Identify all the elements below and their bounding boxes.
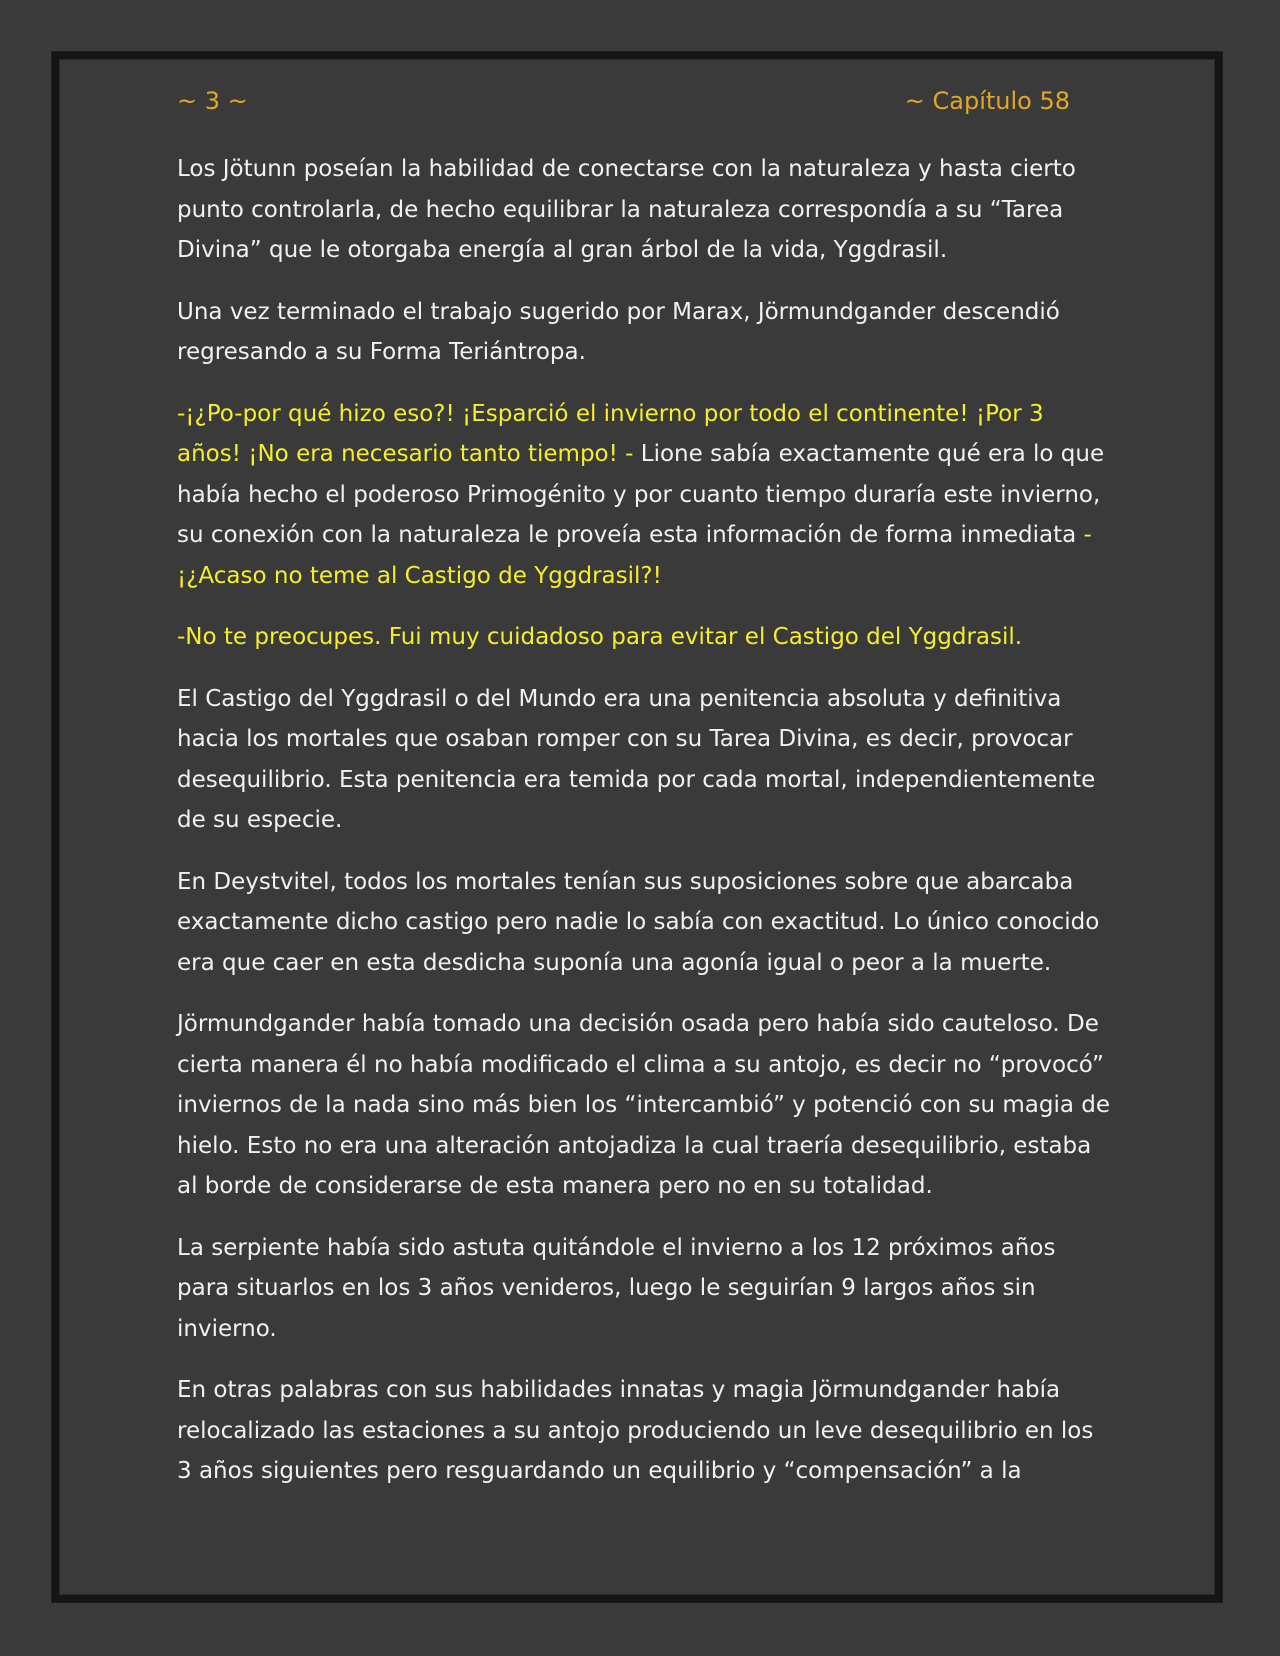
paragraph-8: La serpiente había sido astuta quitándole el invierno a los 12 próximos años para situarlos en los 3 años venideros, luego le seguirían 9 largos años sin invierno. [177, 1234, 1056, 1342]
paragraph-1: Los Jötunn poseían la habilidad de conectarse con la naturaleza y hasta cierto punto controlarla, de hecho equilibrar la naturaleza correspondía a su “Tarea Divina” que le otorgaba energía al gran árbol de la vida, Yggdrasil. [177, 156, 1076, 263]
page-number: ~ 3 ~ [177, 87, 248, 115]
dialogue-lione-1: -¡¿Po-por qué hizo eso?! ¡Esparció el invierno por todo el continente! ¡Por 3 años! ¡No era necesario tanto tiempo! - [177, 400, 1044, 467]
narration-lione: Lione sabía exactamente qué era lo que había hecho el poderoso Primogénito y por cuanto tiempo duraría este invierno, su conexión con la naturaleza le proveía esta información de forma inmediata [177, 441, 1105, 548]
book-page [52, 52, 1222, 1602]
page-header [177, 83, 1070, 119]
paragraph-5: El Castigo del Yggdrasil o del Mundo era una penitencia absoluta y definitiva hacia los mortales que osaban romper con su Tarea Divina, es decir, provocar desequilibrio. Esta penitencia era temida por cada mortal, independientemente de su especie. [177, 685, 1096, 833]
paragraph-3 [177, 394, 1112, 597]
paragraph-4-dialogue: -No te preocupes. Fui muy cuidadoso para evitar el Castigo del Yggdrasil. [177, 624, 1023, 650]
chapter-label: ~ Capítulo 58 [904, 87, 1070, 115]
paragraph-6: En Deystvitel, todos los mortales tenían sus suposiciones sobre que abarcaba exactamente dicho castigo pero nadie lo sabía con exactitud. Lo único conocido era que caer en esta desdicha suponía una agonía igual o peor a la muerte. [177, 868, 1100, 976]
paragraph-2: Una vez terminado el trabajo sugerido por Marax, Jörmundgander descendió regresando a su Forma Teriántropa. [177, 298, 1060, 365]
paragraph-9: En otras palabras con sus habilidades innatas y magia Jörmundgander había relocalizado las estaciones a su antojo produciendo un leve desequilibrio en los 3 años siguientes pero resguardando un equilibrio y “compensación” a la [177, 1377, 1094, 1484]
page-content [177, 149, 1112, 1513]
paragraph-7: Jörmundgander había tomado una decisión osada pero había sido cauteloso. De cierta manera él no había modificado el clima a su antojo, es decir no “provocó” inviernos de la nada sino más bien los “intercambió” y potenció con su magia de hielo. Esto no era una alteración antojadiza la cual traería desequilibrio, estaba al borde de considerarse de esta manera pero no en su totalidad. [177, 1011, 1111, 1199]
dialogue-lione-2: - ¡¿Acaso no teme al Castigo de Yggdrasil?! [177, 522, 1092, 589]
